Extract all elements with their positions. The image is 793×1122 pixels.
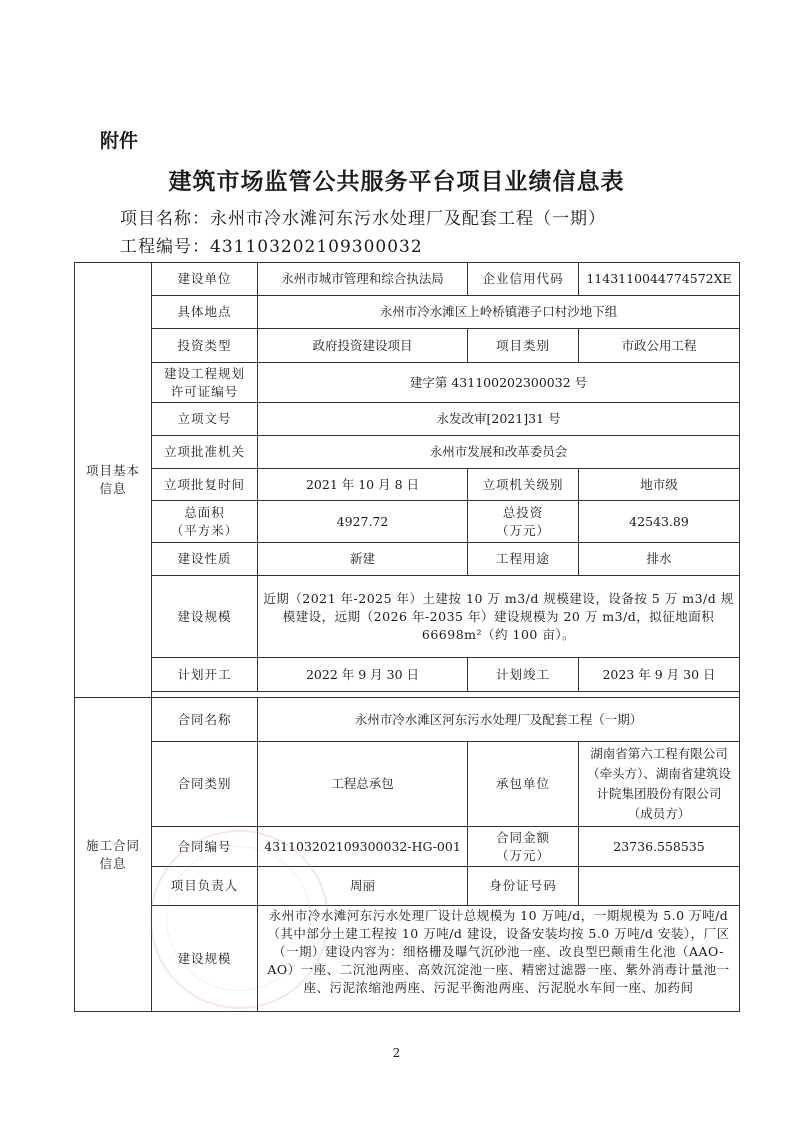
project-category-label: 项目类别 — [468, 329, 579, 363]
contract-number-value: 431103202109300032-HG-001 — [258, 827, 468, 867]
total-area-value: 4927.72 — [258, 501, 468, 543]
total-invest-label — [468, 501, 579, 543]
id-number-label: 身份证号码 — [468, 867, 579, 906]
build-scale-value: 近期（2021 年-2025 年）土建按 10 万 m3/d 规模建设，设备按 5 万 m3/d 规模建设，远期（2026 年-2035 年）建设规模为 20 万 m3/d，拟征地面积 66698m²（约 100 亩）。 — [258, 576, 740, 658]
project-category-value: 市政公用工程 — [579, 329, 740, 363]
section-basic-line2: 信息 — [99, 481, 127, 496]
approval-org-label: 立项批准机关 — [152, 436, 258, 469]
planning-permit-label-line2: 许可证编号 — [170, 383, 239, 399]
invest-type-label: 投资类型 — [152, 329, 258, 363]
section-contract-info — [75, 698, 152, 1012]
approval-time-label: 立项批复时间 — [152, 469, 258, 501]
section-contract-line1: 施工合同 — [85, 837, 140, 853]
project-manager-label: 项目负责人 — [152, 867, 258, 906]
plan-start-value: 2022 年 9 月 30 日 — [258, 658, 468, 692]
document-title: 建筑市场监管公共服务平台项目业绩信息表 — [168, 169, 625, 195]
contractor-value: 湖南省第六工程有限公司（牵头方）、湖南省建筑设计院集团股份有限公司（成员方） — [579, 742, 740, 827]
usage-label: 工程用途 — [468, 543, 579, 576]
contract-scale-value: 永州市冷水滩河东污水处理厂设计总规模为 10 万吨/d，一期规模为 5.0 万吨/d（其中部分土建工程按 10 万吨/d 建设，设备安装均按 5.0 万吨/d 安装），厂区（一期）建设内容为：细格栅及曝气沉砂池一座、改良型巴颠甫生化池（AAO-AO）一座、二沉池两座、高效沉淀池一座、精密过滤器一座、紫外消毒计量池一座、污泥浓缩池两座、污泥平衡池两座、污泥脱水车间一座、加药间 — [258, 906, 740, 1012]
project-name: 项目名称：永州市冷水滩河东污水处理厂及配套工程（一期） — [120, 209, 606, 229]
credit-code-label: 企业信用代码 — [468, 263, 579, 296]
contract-scale-label: 建设规模 — [152, 906, 258, 1012]
location-value: 永州市冷水滩区上岭桥镇港子口村沙地下组 — [258, 296, 740, 329]
invest-type-value: 政府投资建设项目 — [258, 329, 468, 363]
project-code: 工程编号：431103202109300032 — [120, 237, 423, 257]
planning-permit-label-line1: 建设工程规划 — [163, 365, 245, 381]
attachment-label: 附件 — [100, 130, 139, 152]
faded-seal — [150, 830, 329, 1009]
builder-value: 永州市城市管理和综合执法局 — [258, 263, 468, 296]
id-number-value — [579, 867, 740, 906]
section-basic-line1: 项目基本 — [85, 463, 140, 478]
build-nature-value: 新建 — [258, 543, 468, 576]
contractor-label: 承包单位 — [468, 742, 579, 827]
faded-seal-inner-ring — [166, 846, 311, 991]
total-area-label — [152, 501, 258, 543]
total-area-label-line2: （平方米） — [170, 522, 239, 538]
contract-amount-value: 23736.558535 — [579, 827, 740, 867]
location-label: 具体地点 — [152, 296, 258, 329]
section-basic-info — [75, 263, 152, 698]
contract-name-value: 永州市冷水滩区河东污水处理厂及配套工程（一期） — [258, 698, 740, 742]
build-nature-label: 建设性质 — [152, 543, 258, 576]
total-invest-label-line2: （万元） — [495, 522, 550, 538]
plan-start-label: 计划开工 — [152, 658, 258, 692]
contract-number-label: 合同编号 — [152, 827, 258, 867]
approval-level-label: 立项机关级别 — [468, 469, 579, 501]
planning-permit-label — [152, 363, 258, 403]
contract-type-label: 合同类别 — [152, 742, 258, 827]
project-manager-value: 周丽 — [258, 867, 468, 906]
build-scale-label: 建设规模 — [152, 576, 258, 658]
contract-name-label: 合同名称 — [152, 698, 258, 742]
total-area-label-line1: 总面积 — [184, 504, 225, 520]
approval-doc-label: 立项文号 — [152, 403, 258, 436]
usage-value: 排水 — [579, 543, 740, 576]
approval-doc-value: 永发改审[2021]31 号 — [258, 403, 740, 436]
plan-end-label: 计划竣工 — [468, 658, 579, 692]
page-number: 2 — [392, 1046, 401, 1060]
builder-label: 建设单位 — [152, 263, 258, 296]
section-contract-line2: 信息 — [99, 855, 127, 871]
approval-level-value: 地市级 — [579, 469, 740, 501]
contract-type-value: 工程总承包 — [258, 742, 468, 827]
contract-amount-label-line2: （万元） — [495, 847, 550, 863]
total-invest-label-line1: 总投资 — [502, 504, 544, 520]
contract-amount-label-line1: 合同金额 — [495, 829, 550, 845]
approval-time-value: 2021 年 10 月 8 日 — [258, 469, 468, 501]
approval-org-value: 永州市发展和改革委员会 — [258, 436, 740, 469]
planning-permit-value: 建字第 431100202300032 号 — [258, 363, 740, 403]
plan-end-value: 2023 年 9 月 30 日 — [579, 658, 740, 692]
contract-amount-label — [468, 827, 579, 867]
total-invest-value: 42543.89 — [579, 501, 740, 543]
credit-code-value: 1143110044774572XE — [579, 263, 740, 296]
